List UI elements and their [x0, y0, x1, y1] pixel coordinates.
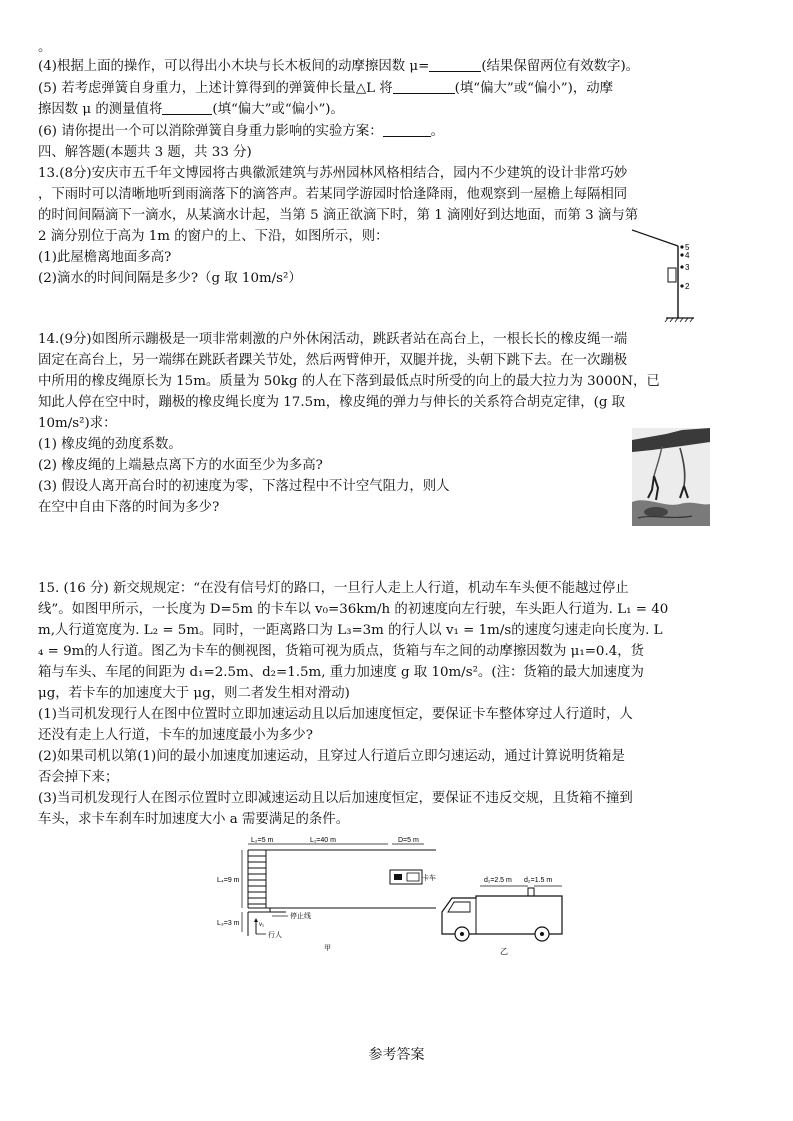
- q4-text-before: (4)根据上面的操作，可以得出小木块与长木板间的动摩擦因数 μ=: [38, 59, 430, 74]
- q6-text-before: (6) 请你提出一个可以消除弹簧自身重力影响的实验方案：: [38, 124, 383, 139]
- label-v1: v₁: [259, 922, 265, 928]
- q15-question-1-cont: 还没有走上人行道，卡车的加速度最小为多少?: [38, 728, 313, 743]
- label-truck: 卡车: [422, 875, 436, 882]
- q6-line: [38, 122, 444, 142]
- fig-yi-caption: 乙: [500, 947, 508, 956]
- q15-line-3: m,人行道宽度为. L₂ = 5m。同时，一距离路口为 L₃=3m 的行人以 v₁ = 1m/s的速度匀速走向长度为. L: [38, 623, 663, 638]
- q4-line: [38, 57, 639, 77]
- q14-line-3: 中所用的橡皮绳原长为 15m。质量为 50kg 的人在下落到最低点时所受的向上的最大拉力为 3000N，已: [38, 374, 660, 389]
- section-4-title: 四、解答题(本题共 3 题，共 33 分): [38, 145, 252, 160]
- label-d1: d₁=2.5 m: [484, 877, 512, 884]
- q15-question-3-cont: 车头，求卡车刹车时加速度大小 a 需要满足的条件。: [38, 812, 350, 827]
- q13-line-1: 13.(8分)安庆市五千年文博园将古典徽派建筑与苏州园林风格相结合，园内不少建筑的设计非常巧妙: [38, 166, 628, 181]
- truck-side-figure: [436, 868, 572, 960]
- q15-line-2: 线”。如图甲所示，一长度为 D=5m 的卡车以 v₀=36km/h 的初速度向左行驶，车头距人行道为. L₁ = 40: [38, 602, 669, 617]
- q13-line-2: ，下雨时可以清晰地听到雨滴落下的滴答声。若某同学游园时恰逢降雨，他观察到一屋檐上每隔相同: [38, 187, 628, 202]
- drop-label-5: 5: [685, 243, 690, 252]
- q5-line-2: [38, 100, 344, 120]
- label-stop-line: 停止线: [290, 913, 311, 920]
- q15-question-2: (2)如果司机以第(1)问的最小加速度加速运动，且穿过人行道后立即匀速运动，通过计算说明货箱是: [38, 749, 625, 764]
- fig-jia-caption: 甲: [324, 945, 331, 952]
- q5-line1-before: (5) 若考虑弹簧自身重力，上述计算得到的弹簧伸长量△L 将: [38, 81, 393, 96]
- q14-line-5: 10m/s²)求：: [38, 416, 117, 431]
- q13-question-1: (1)此屋檐离地面多高?: [38, 250, 172, 265]
- q14-question-3: (3) 假设人离开高台时的初速度为零，下落过程中不计空气阻力，则人: [38, 479, 450, 494]
- q14-question-1: (1) 橡皮绳的劲度系数。: [38, 437, 182, 452]
- q14-question-3-cont: 在空中自由下落的时间为多少?: [38, 500, 220, 515]
- q5-blank-2: [162, 100, 212, 115]
- q14-line-4: 知此人停在空中时，蹦极的橡皮绳长度为 17.5m，橡皮绳的弹力与伸长的关系符合胡克定律，(g 取: [38, 395, 626, 410]
- q14-question-2: (2) 橡皮绳的上端悬点离下方的水面至少为多高?: [38, 458, 323, 473]
- q15-line-5: 箱与车头、车尾的间距为 d₁=2.5m、d₂=1.5m, 重力加速度 g 取 10m/s²。(注：货箱的最大加速度为: [38, 665, 644, 680]
- q4-text-after: (结果保留两位有效数字)。: [481, 59, 640, 74]
- q14-line-1: 14.(9分)如图所示蹦极是一项非常刺激的户外休闲活动，跳跃者站在高台上，一根长长的橡皮绳一端: [38, 332, 628, 347]
- q5-line2-before: 擦因数 μ 的测量值将: [38, 102, 163, 117]
- label-L2: L₂=5 m: [251, 837, 274, 844]
- drop-label-2: 2: [685, 282, 690, 291]
- reference-answer-heading: 参考答案: [368, 1047, 425, 1063]
- drop-label-4: 4: [685, 251, 690, 260]
- q6-blank: [383, 122, 431, 137]
- q4-blank: [429, 57, 481, 72]
- eave-drip-figure: [628, 228, 708, 324]
- drop-label-3: 3: [685, 263, 690, 272]
- q5-line2-after: (填“偏大”或“偏小”)。: [212, 102, 344, 117]
- q6-text-after: 。: [430, 124, 444, 139]
- q14-line-2: 固定在高台上，另一端绑在跳跃者踝关节处，然后两臂伸开，双腿并拢，头朝下跳下去。在一次蹦极: [38, 353, 628, 368]
- q5-line-1: [38, 79, 613, 99]
- q15-line-6: μg，若卡车的加速度大于 μg，则二者发生相对滑动): [38, 686, 350, 701]
- q15-line-1: 15. (16 分) 新交规规定：“在没有信号灯的路口，一旦行人走上人行道，机动车车头便不能越过停止: [38, 581, 629, 596]
- label-pedestrian: 行人: [268, 932, 282, 939]
- q5-blank-1: [393, 79, 455, 94]
- label-L4: L₄=9 m: [217, 877, 240, 884]
- q5-line1-after: (填“偏大”或“偏小”)，动摩: [454, 81, 614, 96]
- bungee-photo: [632, 428, 710, 526]
- header-dot: 。: [38, 40, 52, 55]
- q15-question-2-cont: 否会掉下来；: [38, 770, 119, 785]
- label-D: D=5 m: [398, 837, 419, 844]
- label-d2: d₂=1.5 m: [524, 877, 553, 884]
- q13-line-4: 2 滴分别位于高为 1m 的窗户的上、下沿，如图所示，则：: [38, 229, 389, 244]
- intersection-figure: [212, 836, 436, 954]
- label-L1: L₁=40 m: [310, 837, 336, 844]
- q15-question-1: (1)当司机发现行人在图中位置时立即加速运动且以后加速度恒定，要保证卡车整体穿过人行道时，人: [38, 707, 633, 722]
- q13-line-3: 的时间间隔滴下一滴水，从某滴水计起，当第 5 滴正欲滴下时，第 1 滴刚好到达地面，而第 3 滴与第: [38, 208, 639, 223]
- q15-question-3: (3)当司机发现行人在图示位置时立即减速运动且以后加速度恒定，要保证不违反交规，且货箱不撞到: [38, 791, 633, 806]
- q13-question-2: (2)滴水的时间间隔是多少?（g 取 10m/s²）: [38, 271, 302, 286]
- q15-line-4: ₄ = 9m的人行道。图乙为卡车的侧视图，货箱可视为质点，货箱与车之间的动摩擦因数为 μ₁=0.4，货: [38, 644, 645, 659]
- label-L3: L₃=3 m: [217, 920, 240, 927]
